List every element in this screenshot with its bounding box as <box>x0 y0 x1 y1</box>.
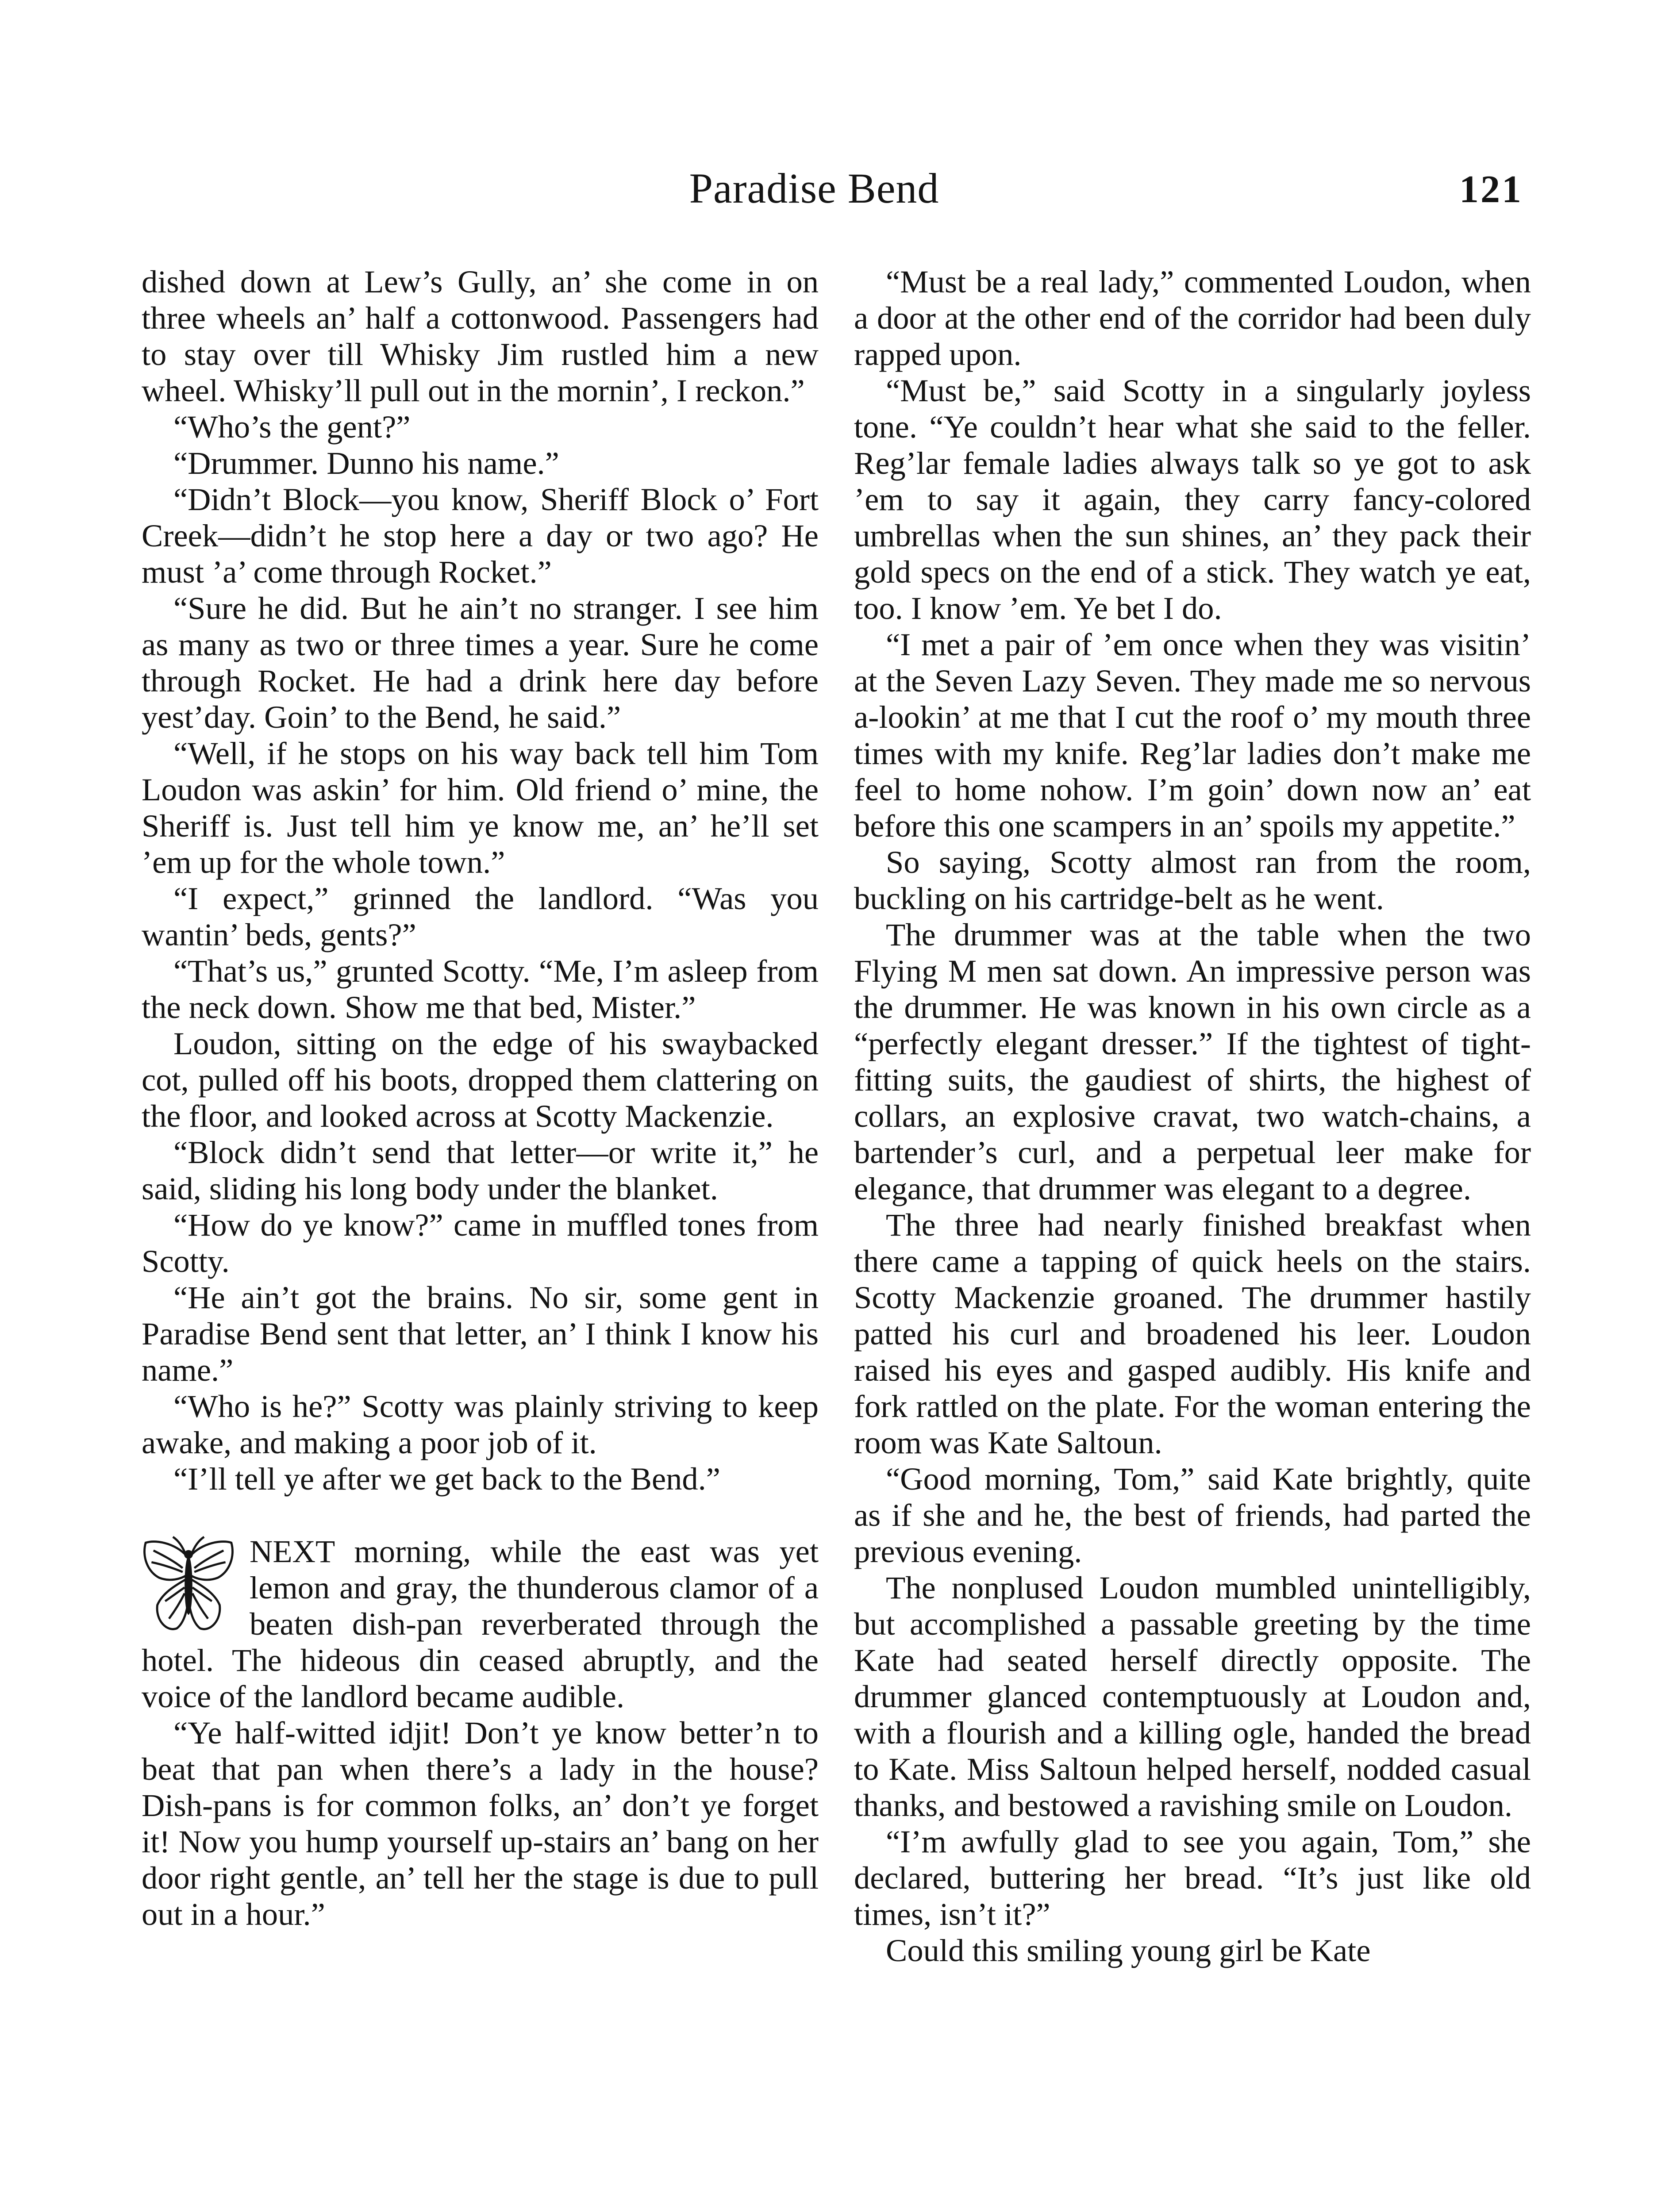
paragraph: “Block didn’t send that letter—or write it,” he said, sliding his long body under the blanket. <box>142 1134 819 1206</box>
paragraph: “I expect,” grinned the landlord. “Was you wantin’ beds, gents?” <box>142 880 819 952</box>
paragraph: “Didn’t Block—you know, Sheriff Block o’ Fort Creek—didn’t he stop here a day or two ago? He must ’a’ come through Rocket.” <box>142 481 819 590</box>
paragraph: “Ye half-witted idjit! Don’t ye know better’n to beat that pan when there’s a lady in the house? Dish-pans is for common folks, an’ don’t ye forget it! Now you hump yourself up-stairs an’ bang on her door right gentle, an’ tell her the stage is due to pull out in a hour.” <box>142 1715 819 1932</box>
paragraph: “I’m awfully glad to see you again, Tom,” she declared, buttering her bread. “It’s just like old times, isn’t it?” <box>854 1824 1531 1932</box>
paragraph: The three had nearly finished breakfast when there came a tapping of quick heels on the stairs. Scotty Mackenzie groaned. The drummer hastily patted his curl and broadened his leer. Loudon raised his eyes and gasped audibly. His knife and fork rattled on the plate. For the woman entering the room was Kate Saltoun. <box>854 1207 1531 1460</box>
paragraph: dished down at Lew’s Gully, an’ she come in on three wheels an’ half a cottonwood. Passengers had to stay over till Whisky Jim rustled him a new wheel. Whisky’ll pull out in the mornin’, I reckon.” <box>142 264 819 408</box>
running-head-title: Paradise Bend <box>689 165 939 212</box>
butterfly-icon <box>140 1536 237 1640</box>
paragraph: “Who’s the gent?” <box>173 409 411 445</box>
left-column <box>142 264 819 1932</box>
paragraph: Loudon, sitting on the edge of his swaybacked cot, pulled off his boots, dropped them clattering on the floor, and looked across at Scotty Mackenzie. <box>142 1025 819 1134</box>
paragraph: “Drummer. Dunno his name.” <box>173 445 559 481</box>
paragraph: The nonplused Loudon mumbled unintelligibly, but accomplished a passable greeting by the time Kate had seated herself directly opposite. The drummer glanced contemptuously at Loudon and, with a flourish and a killing ogle, handed the bread to Kate. Miss Saltoun helped herself, nodded casual thanks, and bestowed a ravishing smile on Loudon. <box>854 1570 1531 1823</box>
paragraph: “Good morning, Tom,” said Kate brightly, quite as if she and he, the best of friends, had parted the previous evening. <box>854 1461 1531 1569</box>
paragraph: Could this smiling young girl be Kate <box>886 1932 1371 1968</box>
page-number: 121 <box>1459 168 1523 211</box>
paragraph: “I’ll tell ye after we get back to the Bend.” <box>173 1461 720 1497</box>
paragraph: “That’s us,” grunted Scotty. “Me, I’m asleep from the neck down. Show me that bed, Mister.” <box>142 953 819 1025</box>
paragraph: “Must be,” said Scotty in a singularly joyless tone. “Ye couldn’t hear what she said to the feller. Reg’lar female ladies always talk so ye got to ask ’em to say it again, they carry fancy-colored umbrellas when the sun shines, an’ they pack their gold specs on the end of a stick. They watch ye eat, too. I know ’em. Ye bet I do. <box>854 373 1531 626</box>
paragraph: “Must be a real lady,” commented Loudon, when a door at the other end of the corridor had been duly rapped upon. <box>854 264 1531 372</box>
paragraph: “He ain’t got the brains. No sir, some gent in Paradise Bend sent that letter, an’ I think I know his name.” <box>142 1279 819 1388</box>
paragraph: “Sure he did. But he ain’t no stranger. I see him as many as two or three times a year. Sure he come through Rocket. He had a drink here day before yest’day. Goin’ to the Bend, he said.” <box>142 590 819 735</box>
paragraph: So saying, Scotty almost ran from the room, buckling on his cartridge-belt as he went. <box>854 844 1531 916</box>
right-column <box>854 264 1531 1969</box>
paragraph: “Well, if he stops on his way back tell him Tom Loudon was askin’ for him. Old friend o’ mine, the Sheriff is. Just tell him ye know me, an’ he’ll set ’em up for the whole town.” <box>142 735 819 880</box>
paragraph: The drummer was at the table when the two Flying M men sat down. An impressive person was the drummer. He was known in his own circle as a “perfectly elegant dresser.” If the tightest of tight-fitting suits, the gaudiest of shirts, the highest of collars, an explosive cravat, two watch-chains, a bartender’s curl, and a perpetual leer make for elegance, that drummer was elegant to a degree. <box>854 917 1531 1206</box>
section-break <box>142 1497 819 1533</box>
paragraph: “How do ye know?” came in muffled tones from Scotty. <box>142 1207 819 1279</box>
paragraph: “I met a pair of ’em once when they was visitin’ at the Seven Lazy Seven. They made me so nervous a-lookin’ at me that I cut the roof o’ my mouth three times with my knife. Reg’lar ladies don’t make me feel to home nohow. I’m goin’ down now an’ eat before this one scampers in an’ spoils my appetite.” <box>854 626 1531 844</box>
paragraph: “Who is he?” Scotty was plainly striving to keep awake, and making a poor job of it. <box>142 1388 819 1460</box>
paragraph: NEXT morning, while the east was yet lemon and gray, the thunderous clamor of a beaten dish-pan reverberated through the hotel. The hideous din ceased abruptly, and the voice of the landlord became audible. <box>142 1533 819 1714</box>
